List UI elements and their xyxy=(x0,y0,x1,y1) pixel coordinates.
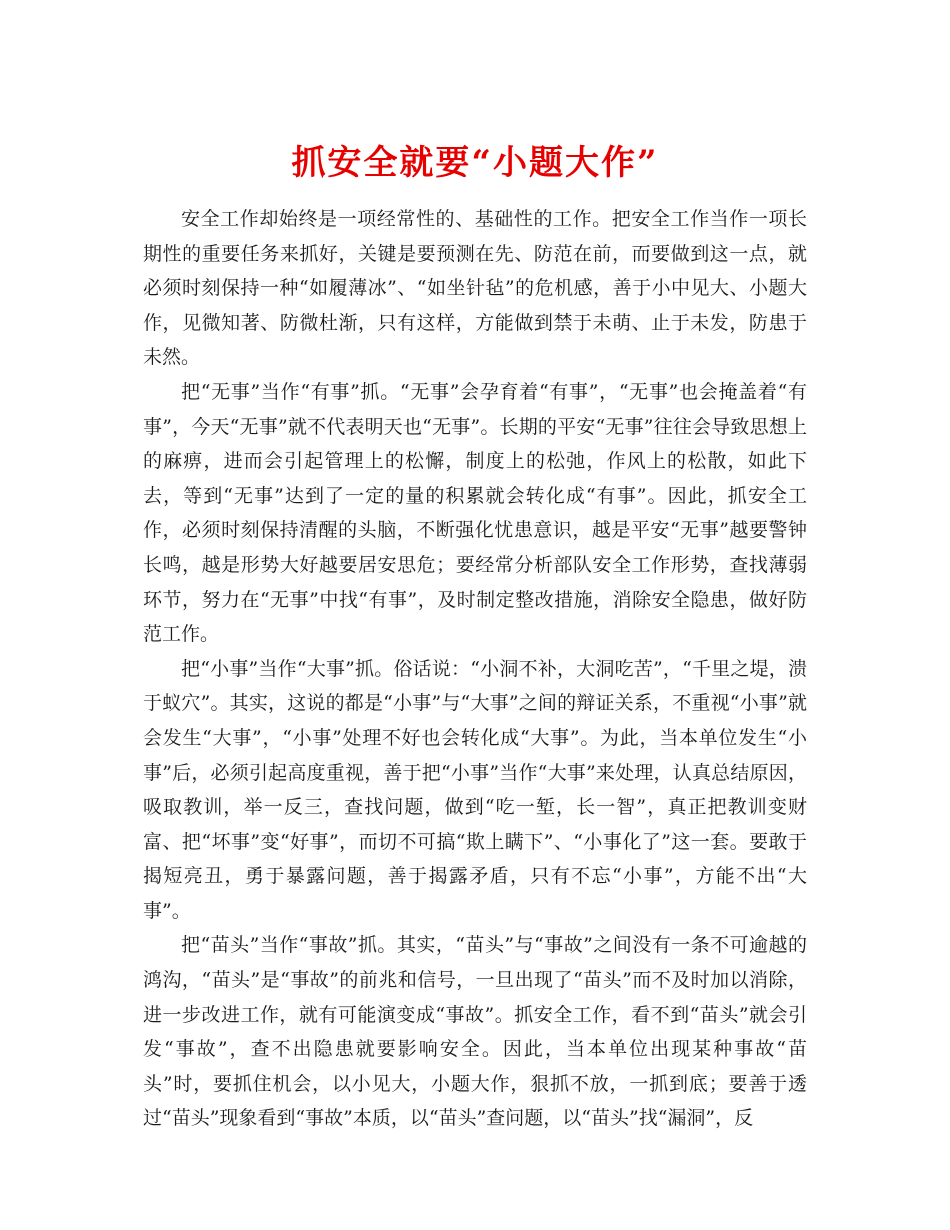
paragraph-no-incident: 把“无事”当作“有事”抓。“无事”会孕育着“有事”，“无事”也会掩盖着“有事”，今天“无事”就不代表明天也“无事”。长期的平安“无事”往往会导致思想上的麻痹，进而会引起管理上的松懈，制度上的松弛，作风上的松散，如此下去，等到“无事”达到了一定的量的积累就会转化成“有事”。因此，抓安全工作，必须时刻保持清醒的头脑，不断强化忧患意识，越是平安“无事”越要警钟长鸣，越是形势大好越要居安思危；要经常分析部队安全工作形势，查找薄弱环节，努力在“无事”中找“有事”，及时制定整改措施，消除安全隐患，做好防范工作。 xyxy=(143,380,807,646)
document-title: 抓安全就要“小题大作” xyxy=(291,142,659,183)
document-body xyxy=(143,202,807,1136)
paragraph-warning-signs: 把“苗头”当作“事故”抓。其实，“苗头”与“事故”之间没有一条不可逾越的鸿沟，“苗头”是“事故”的前兆和信号，一旦出现了“苗头”而不及时加以消除，进一步改进工作，就有可能演变成“事故”。抓安全工作，看不到“苗头”就会引发“事故”，查不出隐患就要影响安全。因此，当本单位出现某种事故“苗头”时，要抓住机会，以小见大，小题大作，狠抓不放，一抓到底；要善于透过“苗头”现象看到“事故”本质，以“苗头”查问题，以“苗头”找“漏洞”，反 xyxy=(143,934,807,1130)
paragraph-small-matters: 把“小事”当作“大事”抓。俗话说：“小洞不补，大洞吃苦”，“千里之堤，溃于蚁穴”。其实，这说的都是“小事”与“大事”之间的辩证关系，不重视“小事”就会发生“大事”，“小事”处理不好也会转化成“大事”。为此，当本单位发生“小事”后，必须引起高度重视，善于把“小事”当作“大事”来处理，认真总结原因，吸取教训，举一反三，查找问题，做到“吃一堑，长一智”，真正把教训变财富、把“坏事”变“好事”，而切不可搞“欺上瞒下”、“小事化了”这一套。要敢于揭短亮丑，勇于暴露问题，善于揭露矛盾，只有不忘“小事”，方能不出“大事”。 xyxy=(143,657,807,922)
paragraph-intro: 安全工作却始终是一项经常性的、基础性的工作。把安全工作当作一项长期性的重要任务来抓好，关键是要预测在先、防范在前，而要做到这一点，就必须时刻保持一种“如履薄冰”、“如坐针毡”的危机感，善于小中见大、小题大作，见微知著、防微杜渐，只有这样，方能做到禁于未萌、止于未发，防患于未然。 xyxy=(143,208,807,369)
